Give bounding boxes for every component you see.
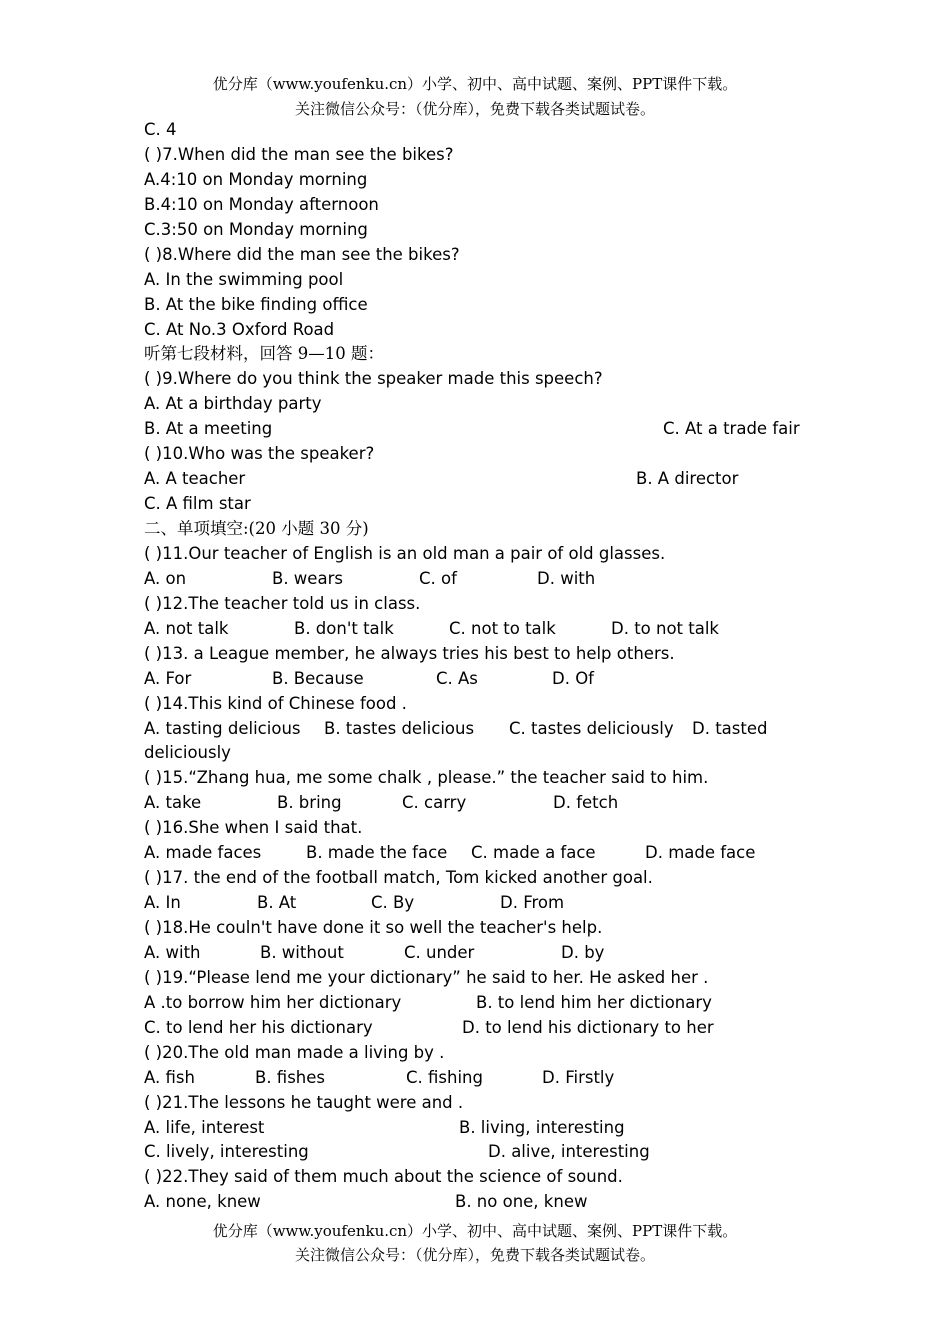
text-line [144, 293, 824, 318]
text-line [144, 841, 824, 866]
text-line [144, 766, 824, 791]
option-text: C. tastes deliciously [509, 718, 674, 738]
text-line [144, 667, 824, 692]
text-line [144, 168, 824, 193]
text-line [144, 442, 824, 467]
option-text: C. At a trade fair [663, 419, 800, 439]
text-line [144, 268, 824, 293]
line-text: ( )9.Where do you think the speaker made this speech? [144, 369, 603, 389]
option-text: C. not to talk [449, 618, 556, 638]
option-text: D. Firstly [542, 1067, 615, 1087]
option-text: B. don't talk [294, 618, 394, 638]
line-text: A.4:10 on Monday morning [144, 169, 368, 189]
line-text: A. made faces [144, 843, 262, 863]
text-line [144, 592, 824, 617]
option-text: C. made a face [471, 843, 596, 863]
text-line [144, 1066, 824, 1091]
option-text: B. living, interesting [459, 1117, 625, 1137]
option-text: D. fetch [553, 793, 619, 813]
option-text: B. fishes [255, 1067, 326, 1087]
option-text: D. made face [645, 843, 756, 863]
line-text: C. At No.3 Oxford Road [144, 319, 335, 339]
text-line [144, 916, 824, 941]
line-text: ( )21.The lessons he taught were and . [144, 1092, 464, 1112]
line-text: ( )15.“Zhang hua, me some chalk , please.” the teacher said to him. [144, 768, 709, 788]
option-text: B. Because [272, 668, 364, 688]
header-line-2: 关注微信公众号：（优分库），免费下载各类试题试卷。 [294, 100, 655, 118]
option-text: D. to not talk [611, 618, 719, 638]
option-text: B. A director [636, 469, 739, 489]
text-line [144, 118, 824, 143]
text-line [144, 642, 824, 667]
text-line [144, 1190, 824, 1215]
text-line [144, 517, 824, 542]
text-line [144, 218, 824, 243]
text-line [144, 417, 824, 442]
line-text: A. At a birthday party [144, 394, 322, 414]
question-body [144, 118, 824, 1215]
option-text: D. tasted [692, 718, 768, 738]
option-text: B. to lend him her dictionary [476, 992, 712, 1012]
option-text: B. made the face [306, 843, 448, 863]
text-line [144, 492, 824, 517]
text-line [144, 941, 824, 966]
option-text: B. At [257, 893, 297, 913]
line-text: B. At a meeting [144, 419, 273, 439]
line-text: ( )7.When did the man see the bikes? [144, 144, 454, 164]
line-text: 听第七段材料，回答 9—10 题： [144, 344, 384, 364]
text-line [144, 741, 824, 766]
text-line [144, 1165, 824, 1190]
text-line [144, 193, 824, 218]
line-text: ( )17. the end of the football match, Tom kicked another goal. [144, 868, 653, 888]
text-line [144, 542, 824, 567]
text-line [144, 143, 824, 168]
text-line [144, 367, 824, 392]
line-text: A .to borrow him her dictionary [144, 992, 402, 1012]
line-text: A. take [144, 793, 202, 813]
line-text: ( )11.Our teacher of English is an old man a pair of old glasses. [144, 543, 666, 563]
footer-line-1: 优分库（www.youfenku.cn）小学、初中、高中试题、案例、PPT课件下载。 [212, 1222, 738, 1240]
line-text: ( )20.The old man made a living by . [144, 1042, 445, 1062]
text-line [144, 243, 824, 268]
line-text: C.3:50 on Monday morning [144, 219, 368, 239]
line-text: ( )12.The teacher told us in class. [144, 593, 421, 613]
line-text: A. A teacher [144, 469, 246, 489]
text-line [144, 991, 824, 1016]
text-line [144, 692, 824, 717]
line-text: B. At the bike finding office [144, 294, 368, 314]
option-text: D. From [500, 893, 565, 913]
line-text: ( )22.They said of them much about the science of sound. [144, 1167, 623, 1187]
option-text: B. bring [277, 793, 342, 813]
line-text: ( )14.This kind of Chinese food . [144, 693, 407, 713]
line-text: ( )13. a League member, he always tries his best to help others. [144, 643, 675, 663]
option-text: B. no one, knew [455, 1192, 588, 1212]
option-text: C. carry [402, 793, 467, 813]
text-line [144, 966, 824, 991]
option-text: D. with [537, 568, 596, 588]
option-text: C. of [419, 568, 457, 588]
text-line [144, 1016, 824, 1041]
line-text: ( )16.She when I said that. [144, 818, 363, 838]
footer-line-2: 关注微信公众号：（优分库），免费下载各类试题试卷。 [294, 1246, 655, 1264]
text-line [144, 467, 824, 492]
line-text: C. 4 [144, 120, 177, 139]
text-line [144, 1116, 824, 1141]
line-text: A. fish [144, 1067, 195, 1087]
text-line [144, 891, 824, 916]
line-text: A. none, knew [144, 1192, 261, 1212]
option-text: C. under [404, 942, 475, 962]
text-line [144, 816, 824, 841]
line-text: deliciously [144, 743, 231, 763]
line-text: A. tasting delicious [144, 718, 301, 738]
line-text: C. lively, interesting [144, 1142, 309, 1162]
line-text: ( )19.“Please lend me your dictionary” he said to her. He asked her . [144, 967, 709, 987]
line-text: A. life, interest [144, 1117, 265, 1137]
text-line [144, 866, 824, 891]
line-text: A. In [144, 893, 181, 913]
option-text: B. wears [272, 568, 343, 588]
option-text: C. By [371, 893, 415, 913]
text-line [144, 392, 824, 417]
line-text: ( )18.He couln't have done it so well the teacher's help. [144, 918, 603, 937]
option-text: D. by [561, 942, 605, 962]
line-text: B.4:10 on Monday afternoon [144, 194, 379, 214]
text-line [144, 318, 824, 343]
text-line [144, 567, 824, 592]
line-text: A. In the swimming pool [144, 269, 344, 289]
option-text: C. fishing [406, 1067, 483, 1087]
line-text: A. For [144, 668, 192, 688]
line-text: 二、单项填空:(20 小题 30 分) [144, 519, 369, 538]
option-text: B. without [260, 942, 344, 962]
option-text: B. tastes delicious [324, 718, 475, 738]
line-text: A. on [144, 568, 187, 588]
line-text: A. not talk [144, 618, 229, 638]
line-text: A. with [144, 942, 201, 962]
text-line [144, 617, 824, 642]
line-text: ( )8.Where did the man see the bikes? [144, 244, 460, 264]
line-text: C. to lend her his dictionary [144, 1017, 373, 1037]
line-text: ( )10.Who was the speaker? [144, 444, 375, 464]
text-line [144, 791, 824, 816]
text-line [144, 1091, 824, 1116]
option-text: C. As [436, 668, 478, 688]
option-text: D. to lend his dictionary to her [462, 1017, 714, 1037]
header-line-1: 优分库（www.youfenku.cn）小学、初中、高中试题、案例、PPT课件下载。 [212, 75, 738, 93]
text-line [144, 1140, 824, 1165]
line-text: C. A film star [144, 494, 251, 514]
text-line [144, 717, 824, 742]
option-text: D. Of [552, 668, 594, 688]
option-text: D. alive, interesting [488, 1142, 650, 1162]
text-line [144, 1041, 824, 1066]
text-line [144, 342, 824, 367]
